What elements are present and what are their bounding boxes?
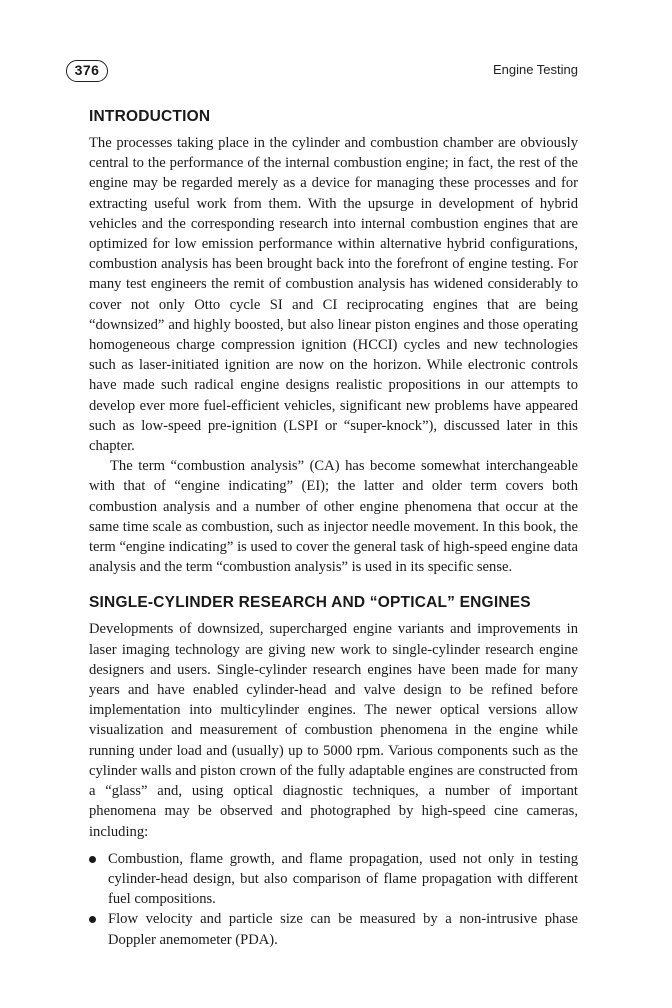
section-heading-introduction: INTRODUCTION (89, 108, 211, 125)
bullet-icon (89, 856, 96, 863)
list-item-text: Flow velocity and particle size can be measured by a non-intrusive phase Doppler anemometer (PDA). (108, 911, 578, 948)
page-number-badge: 376 (66, 60, 108, 82)
section-heading-optical-engines: SINGLE-CYLINDER RESEARCH AND “OPTICAL” ENGINES (89, 594, 531, 612)
bullet-icon (89, 916, 96, 923)
list-item-text: Combustion, flame growth, and flame propagation, used not only in testing cylinder-head design, but also comparison of flame propagation with different fuel compositions. (108, 850, 578, 908)
paragraph: Developments of downsized, supercharged engine variants and improvements in laser imaging technology are giving new work to single-cylinder research engine designers and users. Single-cylinder research engines have been made for many years and have enabled cylinder-head and valve design to be refined before implementation into multicylinder engines. The newer optical versions allow visualization and measurement of combustion phenomena in the engine while running under load and (usually) up to 5000 rpm. Various components such as the cylinder walls and piston crown of the fully adaptable engines are constructed from a “glass” and, using optical diagnostic techniques, a number of important phenomena may be observed and photographed by high-speed cine cameras, including: (89, 621, 578, 840)
list-item (89, 909, 578, 949)
main-text (89, 108, 578, 950)
paragraph: The processes taking place in the cylinder and combustion chamber are obviously central to the performance of the internal combustion engine; in fact, the rest of the engine may be regarded merely as a device for managing these processes and for extracting useful work from them. With the upsurge in development of hybrid vehicles and the corresponding research into internal combustion engines that are optimized for low emission performance within alternative hybrid configurations, combustion analysis has been brought back into the forefront of engine testing. For many test engineers the remit of combustion analysis has widened considerably to cover not only Otto cycle SI and CI reciprocating engines that are being “downsized” and highly boosted, but also linear piston engines and those operating homogeneous charge compression ignition (HCCI) cycles and new technologies such as laser-initiated ignition are now on the horizon. While electronic controls have made such radical engine designs realistic propositions in our attempts to develop ever more fuel-efficient vehicles, significant new problems have appeared such as low-speed pre-ignition (LSPI or “super-knock”), discussed later in this chapter. (89, 135, 578, 455)
running-head: Engine Testing (492, 62, 578, 77)
bullet-list (89, 849, 578, 950)
list-item (89, 849, 578, 910)
paragraph: The term “combustion analysis” (CA) has become somewhat interchangeable with that of “engine indicating” (EI); the latter and older term covers both combustion analysis and a number of other engine phenomena that occur at the same time scale as combustion, such as injector needle movement. In this book, the term “engine indicating” is used to cover the general task of high-speed engine data analysis and the term “combustion analysis” is used in its specific sense. (89, 458, 578, 576)
